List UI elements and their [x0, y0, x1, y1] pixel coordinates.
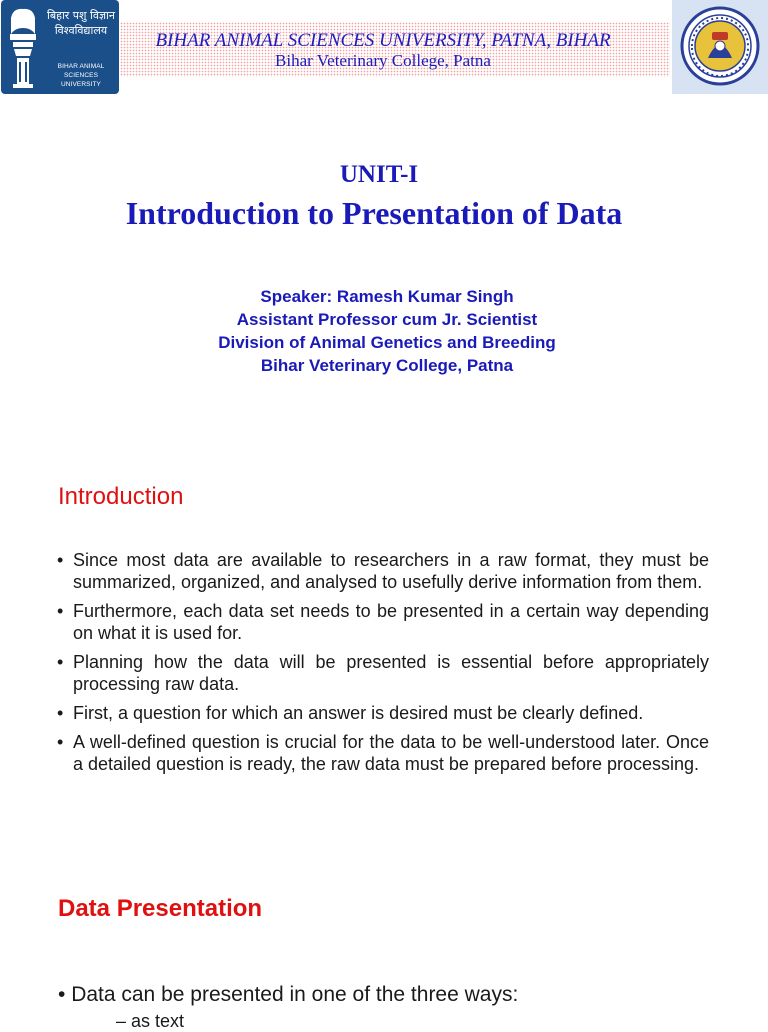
college-logo: [672, 0, 768, 94]
unit-label: UNIT-I: [339, 161, 419, 188]
list-item: [56, 550, 709, 593]
logo-english-text: BIHAR ANIMAL SCIENCES UNIVERSITY: [57, 63, 105, 88]
university-name: BIHAR ANIMAL SCIENCES UNIVERSITY, PATNA, BIHAR: [155, 30, 611, 51]
data-presentation-heading: Data Presentation: [58, 895, 263, 922]
page-title: Introduction to Presentation of Data: [125, 195, 623, 231]
data-presentation-line: [58, 982, 518, 1008]
bullet-icon: •: [57, 651, 64, 672]
list-item-text: First, a question for which an answer is desired must be clearly defined.: [73, 702, 644, 723]
list-item: [56, 601, 709, 644]
list-item-text: Planning how the data will be presented is essential before appropriately processing raw data.: [73, 651, 709, 694]
list-item-text: Since most data are available to researchers in a raw format, they must be summarized, organized, and analysed to usefully derive information from them.: [73, 550, 709, 592]
bullet-icon: •: [58, 983, 72, 1006]
speaker-name: Speaker: Ramesh Kumar Singh: [260, 287, 514, 306]
university-seal-icon: [678, 2, 762, 92]
list-item-text: Furthermore, each data set needs to be presented in a certain way depending on what it is used for.: [73, 600, 709, 643]
list-item: [56, 703, 709, 725]
data-presentation-sub-item: – as text: [116, 1011, 185, 1031]
bullet-icon: •: [57, 731, 64, 752]
bullet-icon: •: [57, 702, 64, 723]
ashoka-emblem-icon: [5, 6, 41, 90]
speaker-college: Bihar Veterinary College, Patna: [260, 356, 514, 375]
college-name: Bihar Veterinary College, Patna: [275, 51, 491, 70]
bullet-icon: •: [57, 600, 64, 621]
university-logo: [1, 0, 119, 94]
list-item: [56, 732, 709, 775]
list-item-text: A well-defined question is crucial for the data to be well-understood later. Once a detailed question is ready, the raw data must be prepared before processing.: [73, 731, 709, 774]
logo-hindi-text: बिहार पशु विज्ञान विश्वविद्यालय: [46, 9, 115, 37]
speaker-division: Division of Animal Genetics and Breeding: [218, 333, 556, 352]
introduction-list: [56, 550, 709, 783]
introduction-heading: Introduction: [58, 483, 184, 510]
data-presentation-text: Data can be presented in one of the three ways:: [71, 983, 519, 1006]
bullet-icon: •: [57, 550, 64, 570]
university-banner: [120, 22, 670, 77]
header-banner: [0, 0, 768, 96]
speaker-block: [0, 285, 768, 377]
speaker-designation: Assistant Professor cum Jr. Scientist: [236, 310, 538, 329]
list-item: [56, 652, 709, 695]
